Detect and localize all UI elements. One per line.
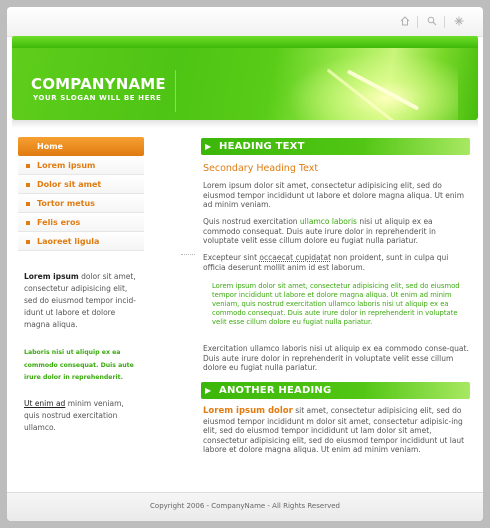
- banner-divider: [175, 70, 176, 112]
- home-icon[interactable]: [398, 16, 412, 30]
- nav-item-label: Laoreet ligula: [37, 237, 100, 246]
- paragraph-text: sit amet, consectetur adipisicing elit, sed do eiusmod tempor incididunt m dolor sit amet, consectetur adipisic-ing elit, sed do eiusmod tempor incididunt ut lam dolor sit amet, consectetur adipisicing elit, sed do eiusmod tempor incididunt ut laut labore et dolore magna aliqua. Ut enim ad minim veniam.: [203, 406, 465, 454]
- nav-item-lorem-ipsum[interactable]: [18, 156, 144, 175]
- toolbar-separator: [444, 16, 445, 28]
- nav-item-home[interactable]: [18, 137, 144, 156]
- bullet-icon: [26, 202, 30, 206]
- paragraph-text: non proident, sunt in culpa qui officia deserunt mollit anim id est laborum.: [203, 253, 449, 272]
- paragraph: Exercitation ullamco laboris nisi ut aliquip ex ea commodo conse-quat. Duis aute irure dolor in reprehenderit in voluptate velit esse cillum dolore eu fugiat nulla pariatur.: [203, 344, 469, 372]
- nav-item-label: Home: [37, 142, 63, 151]
- bullet-icon: [26, 221, 30, 225]
- nav-item-label: Felis eros: [37, 218, 81, 227]
- sidebar-link[interactable]: Ut enim ad: [24, 399, 66, 408]
- company-slogan: YOUR SLOGAN WILL BE HERE: [33, 94, 162, 102]
- sidebar-intro-bold: Lorem ipsum: [24, 272, 79, 281]
- sidebar-highlight: Laboris nisi ut aliquip ex ea commodo consequat. Duis aute irure dolor in reprehenderit.: [24, 349, 134, 381]
- nav-item-label: Tortor metus: [37, 199, 95, 208]
- company-logo[interactable]: COMPANYNAME: [31, 75, 166, 93]
- nav-item-laoreet-ligula[interactable]: [18, 232, 144, 251]
- footer-copyright: Copyright 2006 - CompanyName - All Rights Reserved: [150, 502, 340, 510]
- quote-block: Lorem ipsum dolor sit amet, consectetur adipisicing elit, sed do eiusmod tempor incididunt ut labore et dolore magna aliqua. Ut enim ad minim veniam, quis nostrud exercitation ullamco laboris nisi ut aliquip ex ea commodo consequat. Duis aute irure dolor in reprehenderit in voluptate velit esse cillum dolore eu fugiat nulla pariatur.: [212, 282, 460, 326]
- heading-title: HEADING TEXT: [219, 141, 305, 152]
- paragraph: [203, 406, 471, 455]
- search-icon[interactable]: [425, 16, 439, 30]
- header-top-bar: [12, 36, 478, 48]
- inline-link[interactable]: occaecat cupidatat: [259, 253, 332, 262]
- paragraph-text: Excepteur sint: [203, 253, 260, 262]
- paragraph: Lorem ipsum dolor sit amet, consectetur adipisicing elit, sed do eiusmod tempor incididunt ut labore et dolore magna aliqua. Ut enim ad minim veniam.: [203, 181, 465, 209]
- nav-item-label: Dolor sit amet: [37, 180, 102, 189]
- top-toolbar: [7, 7, 483, 37]
- arrow-right-icon: ▶: [205, 386, 212, 395]
- nav-item-label: Lorem ipsum: [37, 161, 96, 170]
- inline-link[interactable]: ullamco laboris: [299, 217, 357, 226]
- sitemap-icon[interactable]: [452, 16, 466, 30]
- paragraph: [203, 253, 471, 272]
- nav-item-felis-eros[interactable]: [18, 213, 144, 232]
- secondary-heading: Secondary Heading Text: [203, 163, 319, 174]
- toolbar-separator: [417, 16, 418, 28]
- paragraph: [203, 217, 471, 246]
- sidebar-footer-text: [24, 398, 141, 434]
- paragraph-text: Quis nostrud exercitation: [203, 217, 300, 226]
- heading-bar: [201, 382, 470, 399]
- heading-title: ANOTHER HEADING: [219, 385, 332, 396]
- nav-item-tortor-metus[interactable]: [18, 194, 144, 213]
- header-banner: [12, 48, 478, 120]
- paragraph-text: nisi ut aliquip ex ea commodo consequat. Duis aute irure dolor in reprehenderit in voluptate velit esse cillum dolore eu fugiat nulla pariatur.: [203, 217, 436, 245]
- sidebar-intro-text: dolor sit amet, consectetur adipisicing elit, sed do eiusmod tempor incid-idunt ut labore et dolore magna aliqua.: [24, 272, 136, 329]
- sidebar-intro: [24, 271, 141, 342]
- footer: [7, 492, 483, 521]
- header-shadow: [12, 120, 478, 128]
- bullet-icon: [26, 164, 30, 168]
- bullet-icon: [26, 240, 30, 244]
- column-divider: [181, 254, 195, 255]
- arrow-right-icon: ▶: [205, 142, 212, 151]
- bullet-icon: [26, 183, 30, 187]
- page: [7, 7, 483, 521]
- heading-bar: [201, 138, 470, 155]
- sidebar-nav: [18, 137, 144, 251]
- sidebar-footer-rest: minim veniam, quis nostrud exercitation ullamco.: [24, 399, 124, 432]
- paragraph-lead: Lorem ipsum dolor: [203, 406, 293, 416]
- nav-item-dolor-sit-amet[interactable]: [18, 175, 144, 194]
